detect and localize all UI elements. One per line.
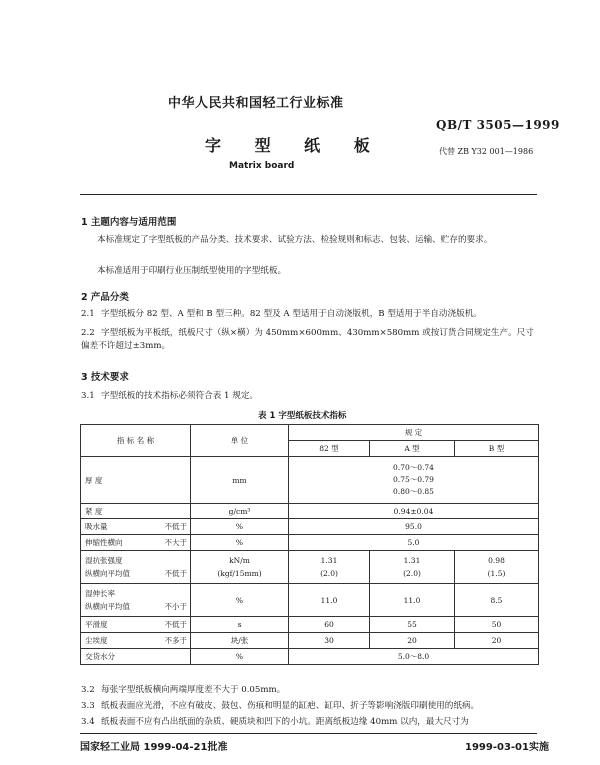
row-label-text: 尘埃度 [85, 636, 108, 645]
clause-text: 字型纸板的技术指标必须符合表 1 规定。 [101, 391, 259, 401]
clause-number: 3.2 [81, 685, 95, 695]
value-primary: 1.31 [320, 556, 338, 565]
value-b: 50 [455, 617, 539, 633]
section-2-heading: 2 产品分类 [81, 292, 129, 303]
clause-number: 3.4 [81, 717, 95, 727]
clause-number: 2.1 [81, 309, 95, 319]
row-value: 0.94±0.04 [289, 504, 539, 519]
clause-text: 字型纸板分 82 型、A 型和 B 型三种。82 型及 A 型适用于自动浇版机，B 型适用于半自动浇版机。 [101, 309, 482, 319]
clause-3-4 [81, 716, 469, 729]
approval-date: 国家轻工业局 1999-04-21批准 [80, 742, 228, 753]
thickness-value-a: 0.75～0.79 [393, 475, 434, 484]
row-label: 紧 度 [81, 504, 191, 519]
col-header-spec: 规 定 [289, 425, 539, 441]
row-unit: % [191, 584, 289, 617]
row-condition: 不大于 [164, 538, 187, 547]
col-header-82: 82 型 [289, 441, 370, 457]
value-b: 8.5 [455, 584, 539, 617]
col-header-a: A 型 [370, 441, 455, 457]
row-unit: mm [191, 457, 289, 504]
row-label-text: 吸水量 [85, 522, 108, 531]
row-label-text: 伸缩性横向 [85, 538, 123, 547]
footer-divider [80, 733, 537, 734]
issuing-authority: 中华人民共和国轻工行业标准 [168, 96, 344, 111]
row-unit: s [191, 617, 289, 633]
row-unit: g/cm³ [191, 504, 289, 519]
value-a: 20 [370, 633, 455, 649]
value-a: 55 [370, 617, 455, 633]
clause-text: 字型纸板为平板纸，纸板尺寸（纵×横）为 450mm×600mm、430mm×580mm 或按订货合同规定生产。尺寸偏差不许超过±3mm。 [81, 328, 534, 351]
value-secondary: (1.5) [487, 569, 506, 578]
row-condition: 不多于 [164, 636, 187, 645]
value-b [455, 551, 539, 584]
col-header-unit: 单 位 [191, 425, 289, 457]
clause-number: 3.1 [81, 391, 95, 401]
value-a: 11.0 [370, 584, 455, 617]
spec-table [80, 424, 539, 665]
row-label [81, 535, 191, 551]
row-label: 厚 度 [81, 457, 191, 504]
table-row [81, 649, 539, 665]
value-82 [289, 551, 370, 584]
clause-text: 纸板表面应光滑，不应有破皮、鼓包、伤痕和明显的缸疤、缸印、折子等影响浇版印刷使用的纸病。 [101, 701, 480, 711]
value-secondary: (2.0) [403, 569, 421, 578]
document-title: 字 型 纸 板 [205, 136, 384, 155]
row-label: 交货水分 [81, 649, 191, 665]
row-label [81, 519, 191, 535]
header-divider [80, 194, 537, 195]
value-primary: 0.98 [488, 556, 505, 565]
row-value: 95.0 [289, 519, 539, 535]
unit-primary: kN/m [229, 556, 250, 565]
standard-number: QB/T 3505—1999 [436, 118, 560, 132]
value-secondary: (2.0) [320, 569, 338, 578]
row-label [81, 617, 191, 633]
section-1-paragraph-1: 本标准规定了字型纸板的产品分类、技术要求、试验方法、检验规则和标志、包装、运输、贮存的要求。 [97, 235, 493, 245]
table-header-row [81, 425, 539, 441]
row-label [81, 584, 191, 617]
table-row [81, 535, 539, 551]
row-value: 5.0～8.0 [289, 649, 539, 665]
clause-2-2 [81, 327, 541, 353]
row-values [289, 457, 539, 504]
clause-3-2 [81, 684, 285, 697]
clause-number: 3.3 [81, 701, 95, 711]
value-a [370, 551, 455, 584]
row-label [81, 551, 191, 584]
row-label [81, 633, 191, 649]
section-3-heading: 3 技术要求 [81, 372, 129, 383]
row-condition: 不低于 [164, 620, 187, 629]
table-row [81, 519, 539, 535]
row-unit: % [191, 649, 289, 665]
section-1-heading: 1 主题内容与适用范围 [81, 217, 177, 228]
clause-text: 每张字型纸板横向两端厚度差不大于 0.05mm。 [101, 685, 286, 695]
clause-3-1 [81, 390, 258, 403]
value-82: 30 [289, 633, 370, 649]
row-unit: % [191, 519, 289, 535]
clause-3-3 [81, 700, 479, 713]
clause-2-1 [81, 308, 482, 321]
table-row [81, 633, 539, 649]
row-condition: 不低于 [164, 569, 187, 578]
unit-secondary: (kgf/15mm) [217, 569, 262, 578]
row-label-text: 湿抗张强度 [85, 556, 123, 565]
row-condition: 不小于 [164, 602, 187, 611]
row-label-text: 平滑度 [85, 620, 108, 629]
effective-date: 1999-03-01实施 [465, 742, 549, 753]
row-condition: 不低于 [164, 522, 187, 531]
value-primary: 1.31 [403, 556, 421, 565]
thickness-value-b: 0.80～0.85 [393, 487, 434, 496]
section-1-paragraph-2: 本标准适用于印刷行业压制纸型使用的字型纸板。 [97, 266, 287, 276]
row-unit: 块/张 [191, 633, 289, 649]
row-unit: % [191, 535, 289, 551]
col-header-name: 指 标 名 称 [81, 425, 191, 457]
replaces-note: 代替 ZB Y32 001—1986 [439, 147, 534, 156]
value-82: 60 [289, 617, 370, 633]
row-label-text: 湿伸长率 [85, 589, 115, 598]
table-caption: 表 1 字型纸板技术指标 [258, 411, 347, 421]
row-label-text: 纵横向平均值 [85, 569, 130, 578]
value-b: 20 [455, 633, 539, 649]
row-unit [191, 551, 289, 584]
value-82: 11.0 [289, 584, 370, 617]
thickness-value-82: 0.70～0.74 [393, 463, 434, 472]
table-row [81, 551, 539, 584]
row-label-text: 纵横向平均值 [85, 602, 130, 611]
table-row [81, 457, 539, 504]
row-value: 5.0 [289, 535, 539, 551]
table-row [81, 584, 539, 617]
col-header-b: B 型 [455, 441, 539, 457]
english-title: Matrix board [229, 161, 295, 171]
table-row [81, 617, 539, 633]
clause-text: 纸板表面不应有凸出纸面的杂质、硬质块和凹下的小坑。距离纸板边缘 40mm 以内，最大尺寸为 [101, 717, 469, 727]
table-row [81, 504, 539, 519]
clause-number: 2.2 [81, 328, 95, 338]
